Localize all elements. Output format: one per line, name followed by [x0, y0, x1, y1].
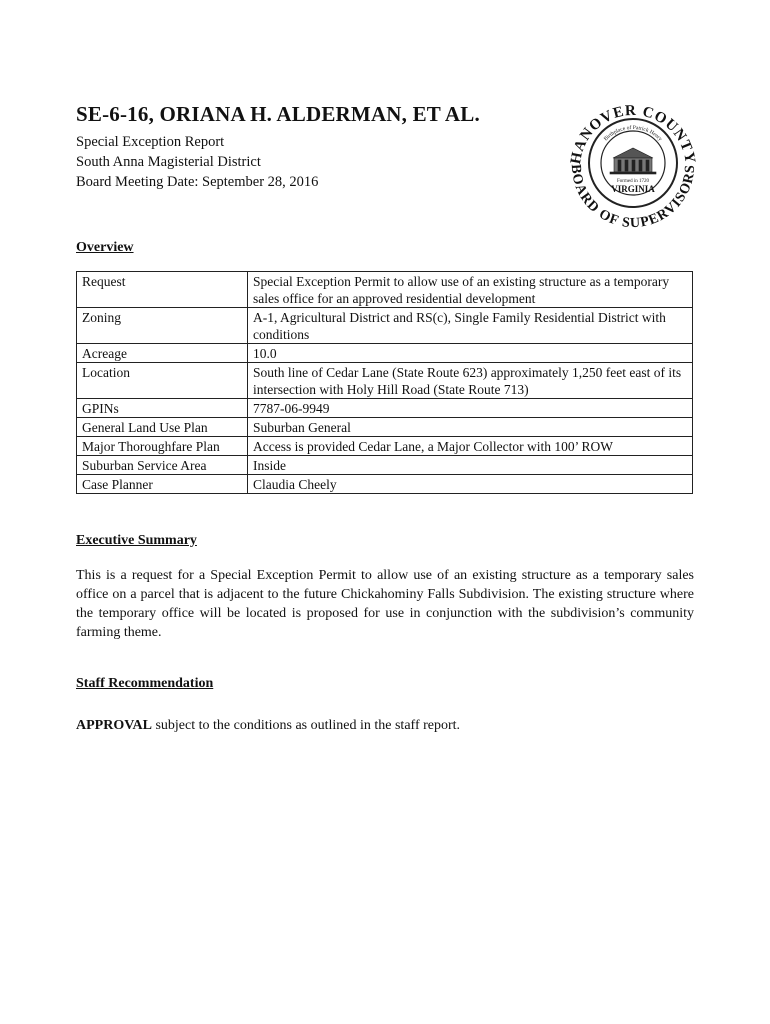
row-value: South line of Cedar Lane (State Route 623) approximately 1,250 feet east of its intersection with Holy Hill Road (State Route 713)	[248, 363, 693, 399]
overview-table	[76, 271, 693, 494]
report-type: Special Exception Report	[76, 134, 225, 150]
seal-bottom-text: BOARD OF SUPERVISORS	[567, 163, 699, 232]
row-label: Case Planner	[77, 475, 248, 494]
row-label: Request	[77, 272, 248, 308]
row-value: 10.0	[248, 344, 693, 363]
seal-state-text: VIRGINIA	[611, 184, 655, 194]
report-subtitle	[76, 132, 318, 192]
row-value: Access is provided Cedar Lane, a Major Collector with 100’ ROW	[248, 437, 693, 456]
row-value: Inside	[248, 456, 693, 475]
row-label: Acreage	[77, 344, 248, 363]
row-label: Major Thoroughfare Plan	[77, 437, 248, 456]
table-row	[77, 363, 693, 399]
staff-recommendation-heading: Staff Recommendation	[76, 676, 214, 691]
row-value: A-1, Agricultural District and RS(c), Single Family Residential District with conditions	[248, 308, 693, 344]
row-label: GPINs	[77, 399, 248, 418]
staff-recommendation-text	[76, 718, 460, 734]
courthouse-icon	[610, 148, 656, 174]
row-label: Location	[77, 363, 248, 399]
meeting-date: Board Meeting Date: September 28, 2016	[76, 174, 319, 190]
row-value: 7787-06-9949	[248, 399, 693, 418]
row-label: Suburban Service Area	[77, 456, 248, 475]
page-title: SE-6-16, ORIANA H. ALDERMAN, ET AL.	[76, 102, 480, 126]
table-row	[77, 272, 693, 308]
table-row	[77, 475, 693, 494]
table-row	[77, 399, 693, 418]
table-row	[77, 418, 693, 437]
recommendation-detail: subject to the conditions as outlined in the staff report.	[151, 718, 461, 733]
table-row	[77, 437, 693, 456]
executive-summary-text: This is a request for a Special Exception Permit to allow use of an existing structure as a temporary sales office on a parcel that is adjacent to the future Chickahominy Falls Subdivision. The existing structure where the temporary office will be located is proposed for use in conjunction with the subdivision’s community farming theme.	[76, 568, 694, 640]
row-value: Special Exception Permit to allow use of an existing structure as a temporary sales office for an approved residential development	[248, 272, 693, 308]
magisterial-district: South Anna Magisterial District	[76, 154, 261, 170]
seal-inner-ring-text: Birthplace of Patrick Henry	[602, 124, 664, 143]
executive-summary-heading: Executive Summary	[76, 533, 197, 548]
row-label: General Land Use Plan	[77, 418, 248, 437]
row-value: Suburban General	[248, 418, 693, 437]
seal-top-text: HANOVER COUNTY	[567, 102, 699, 166]
seal-formed-text: Formed in 1720	[617, 179, 649, 184]
overview-heading: Overview	[76, 240, 134, 255]
row-label: Zoning	[77, 308, 248, 344]
row-value: Claudia Cheely	[248, 475, 693, 494]
county-seal-icon	[558, 88, 708, 238]
table-row	[77, 456, 693, 475]
table-row	[77, 308, 693, 344]
recommendation-verdict: APPROVAL	[76, 718, 152, 733]
table-row	[77, 344, 693, 363]
